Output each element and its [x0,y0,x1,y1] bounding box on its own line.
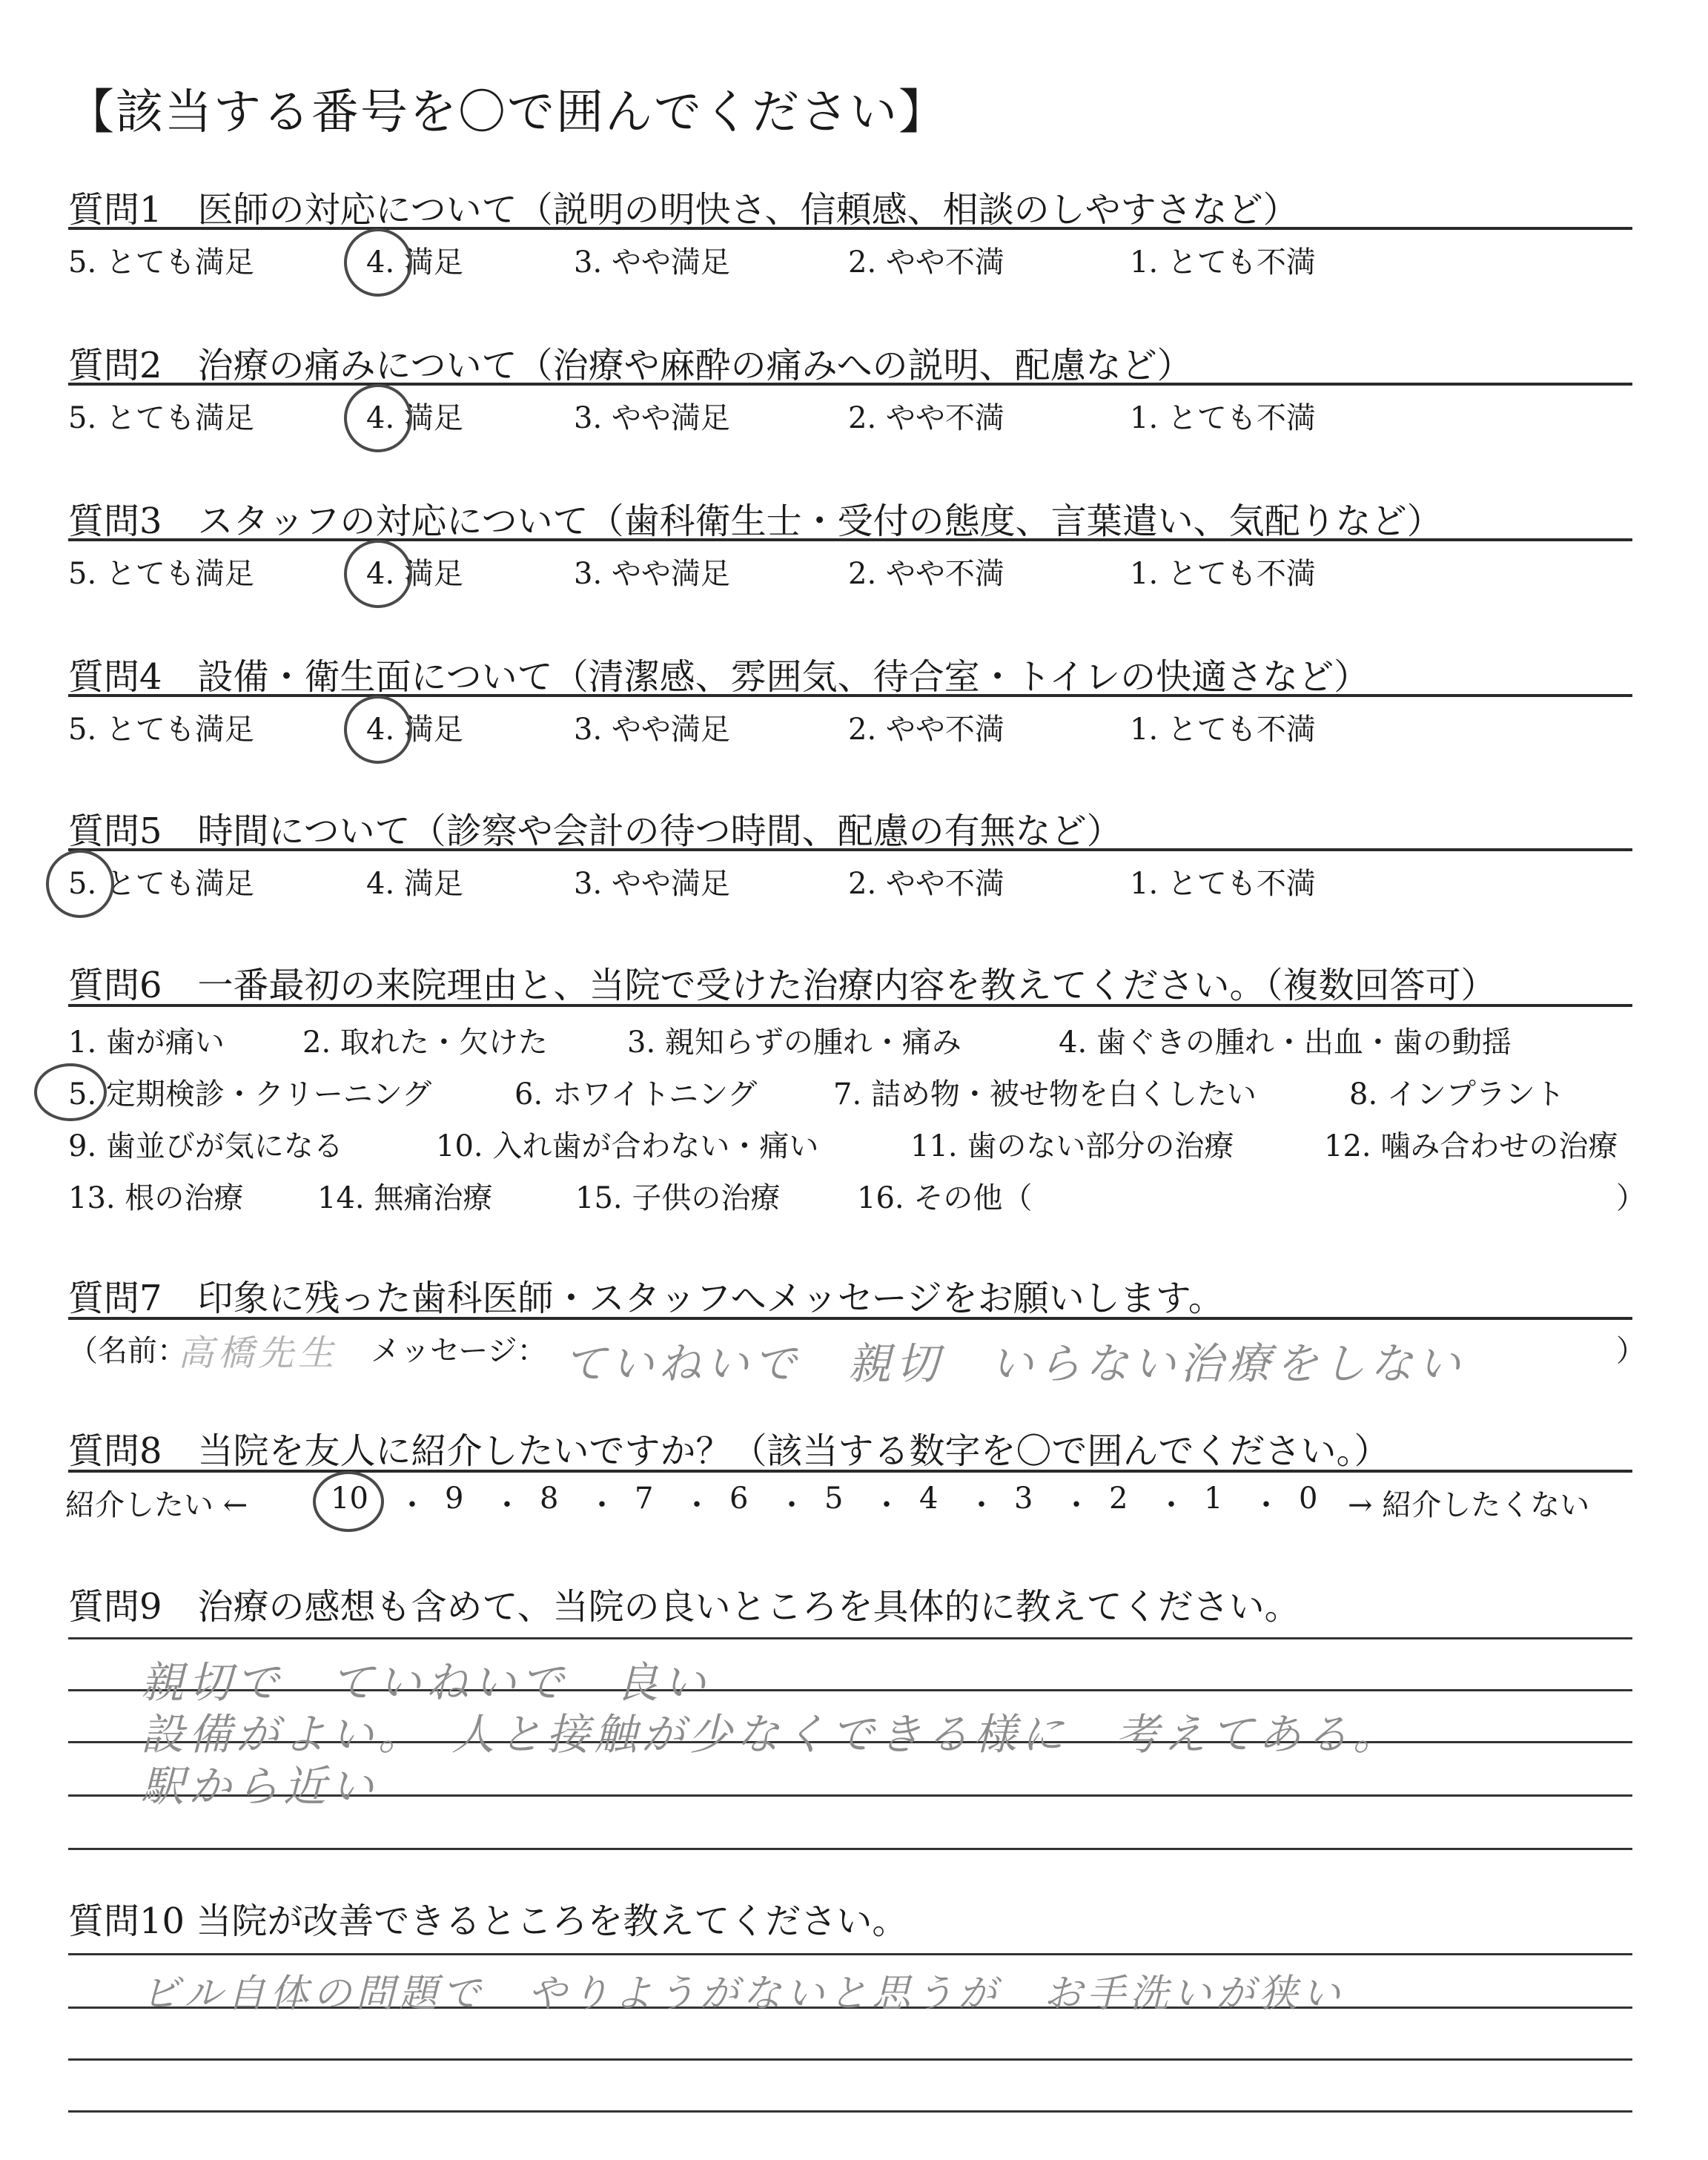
q10-answer-line-1: ビル自体の問題で やりようがないと思うが お手洗いが狭い [141,1972,1345,2016]
q4-option-4[interactable]: 4. 満足 [366,713,463,747]
q6-option[interactable]: 9. 歯並びが気になる [68,1129,343,1163]
q8-scale-separator: ・ [777,1488,807,1522]
q5-option-4[interactable]: 4. 満足 [366,867,463,901]
q1-label: 質問1 医師の対応について（説明の明快さ、信頼感、相談のしやすさなど） [68,189,1299,231]
q1-option-2[interactable]: 2. やや不満 [848,245,1004,280]
q5-option-3[interactable]: 3. やや満足 [574,867,730,901]
q8-scale-separator: ・ [492,1488,522,1522]
q8-scale-value[interactable]: 2 [1109,1482,1128,1516]
q5-option-1[interactable]: 1. とても不満 [1130,867,1316,901]
q8-scale-separator: ・ [1156,1488,1186,1522]
q6-option[interactable]: ） [1616,1181,1646,1215]
q1-option-1[interactable]: 1. とても不満 [1130,245,1316,280]
q8-label: 質問8 当院を友人に紹介したいですか？（該当する数字を〇で囲んでください。） [68,1430,1390,1472]
q8-scale-value[interactable]: 4 [919,1482,939,1516]
q4-selection-circle [344,696,412,764]
q9-answer-line-1: 親切で ていねいで 良い [141,1657,711,1708]
q8-scale-separator: ・ [397,1488,427,1522]
q9-answer-line-3: 駅から近い [141,1761,379,1811]
q1-option-4[interactable]: 4. 満足 [366,245,463,280]
q1-option-5[interactable]: 5. とても満足 [68,245,254,280]
q8-scale-value[interactable]: 9 [445,1482,464,1516]
q8-scale-separator: ・ [872,1488,901,1522]
q6-option[interactable]: 10. 入れ歯が合わない・痛い [436,1129,819,1163]
q10-rule-3 [68,2058,1632,2061]
q6-label: 質問6 一番最初の来院理由と、当院で受けた治療内容を教えてください。（複数回答可） [68,965,1497,1006]
q3-selection-circle [344,540,412,608]
q8-scale-value[interactable]: 6 [729,1482,749,1516]
q8-scale-value[interactable]: 3 [1014,1482,1033,1516]
q3-option-5[interactable]: 5. とても満足 [68,557,254,591]
q3-option-1[interactable]: 1. とても不満 [1130,557,1316,591]
q8-scale-separator: ・ [682,1488,712,1522]
q9-label: 質問9 治療の感想も含めて、当院の良いところを具体的に教えてください。 [68,1586,1300,1628]
q3-option-2[interactable]: 2. やや不満 [848,557,1004,591]
form-title: 【該当する番号を〇で囲んでください】 [67,85,947,140]
q8-selection-circle [313,1471,384,1532]
q8-scale-value[interactable]: 0 [1299,1482,1318,1516]
q6-option[interactable]: 14. 無痛治療 [317,1181,493,1215]
q8-scale-value[interactable]: 5 [824,1482,844,1516]
q7-message-label: メッセージ： [371,1334,547,1368]
q6-option[interactable]: 4. 歯ぐきの腫れ・出血・歯の動揺 [1059,1025,1512,1060]
q1-selection-circle [344,228,412,297]
q5-option-2[interactable]: 2. やや不満 [848,867,1004,901]
q5-selection-circle [46,850,114,918]
q3-option-3[interactable]: 3. やや満足 [574,557,730,591]
q2-option-4[interactable]: 4. 満足 [366,401,463,435]
q9-rule-5 [68,1848,1632,1850]
q7-message-handwritten: ていねいで 親切 いらない治療をしない [563,1338,1466,1389]
q6-option[interactable]: 13. 根の治療 [68,1181,244,1215]
q7-close-paren: ） [1616,1334,1646,1368]
q6-option[interactable]: 3. 親知らずの腫れ・痛み [627,1025,961,1060]
q2-selection-circle [344,384,412,452]
q6-option[interactable]: 16. その他（ [857,1181,1033,1215]
q4-label: 質問4 設備・衛生面について（清潔感、雰囲気、待合室・トイレの快適さなど） [68,656,1370,698]
q1-underline [68,227,1632,230]
q9-answer-line-2: 設備がよい。 人と接触が少なくできる様に 考えてある。 [141,1709,1401,1760]
q2-option-5[interactable]: 5. とても満足 [68,401,254,435]
q8-scale-separator: ・ [587,1488,617,1522]
q7-name-handwritten: 高橋先生 [178,1332,339,1374]
q8-scale-value[interactable]: 8 [540,1482,559,1516]
q8-right-label: → 紹介したくない [1348,1488,1590,1522]
q8-scale-separator: ・ [1251,1488,1281,1522]
q4-option-2[interactable]: 2. やや不満 [848,713,1004,747]
q8-scale-value[interactable]: 10 [331,1482,368,1516]
q4-underline [68,694,1632,697]
q10-label: 質問10 当院が改善できるところを教えてください。 [68,1900,908,1942]
q8-scale-separator: ・ [1062,1488,1091,1522]
q2-option-3[interactable]: 3. やや満足 [574,401,730,435]
q2-option-1[interactable]: 1. とても不満 [1130,401,1316,435]
q2-option-2[interactable]: 2. やや不満 [848,401,1004,435]
q5-option-5[interactable]: 5. とても満足 [68,867,254,901]
q7-name-label: （名前： [68,1334,187,1368]
q6-underline [68,1004,1632,1007]
q8-left-label: 紹介したい ← [65,1488,248,1522]
q6-option[interactable]: 2. 取れた・欠けた [302,1025,548,1060]
q8-scale-separator: ・ [967,1488,996,1522]
q6-option[interactable]: 15. 子供の治療 [575,1181,781,1215]
q2-underline [68,383,1632,386]
q5-label: 質問5 時間について（診察や会計の待つ時間、配慮の有無など） [68,810,1122,852]
q7-label: 質問7 印象に残った歯科医師・スタッフへメッセージをお願いします。 [68,1278,1224,1319]
q8-underline [68,1470,1632,1473]
q4-option-3[interactable]: 3. やや満足 [574,713,730,747]
q4-option-1[interactable]: 1. とても不満 [1130,713,1316,747]
q6-selection-circle [34,1063,107,1121]
q3-underline [68,538,1632,541]
q9-rule-1 [68,1637,1632,1639]
q8-scale-value[interactable]: 7 [635,1482,654,1516]
q5-underline [68,848,1632,851]
q6-option[interactable]: 7. 詰め物・被せ物を白くしたい [833,1077,1257,1112]
q4-option-5[interactable]: 5. とても満足 [68,713,254,747]
q6-option[interactable]: 8. インプラント [1349,1077,1565,1112]
q10-rule-4 [68,2110,1632,2113]
q3-label: 質問3 スタッフの対応について（歯科衛生士・受付の態度、言葉遣い、気配りなど） [68,501,1443,542]
q6-option[interactable]: 12. 噛み合わせの治療 [1324,1129,1618,1163]
q1-option-3[interactable]: 3. やや満足 [574,245,730,280]
q6-option[interactable]: 6. ホワイトニング [514,1077,758,1112]
q6-option[interactable]: 11. 歯のない部分の治療 [910,1129,1234,1163]
q7-underline [68,1317,1632,1320]
q6-option[interactable]: 5. 定期検診・クリーニング [68,1077,432,1112]
q2-label: 質問2 治療の痛みについて（治療や麻酔の痛みへの説明、配慮など） [68,345,1193,386]
q6-option[interactable]: 1. 歯が痛い [68,1025,225,1060]
q3-option-4[interactable]: 4. 満足 [366,557,463,591]
q10-rule-1 [68,1953,1632,1955]
q8-scale-value[interactable]: 1 [1204,1482,1223,1516]
